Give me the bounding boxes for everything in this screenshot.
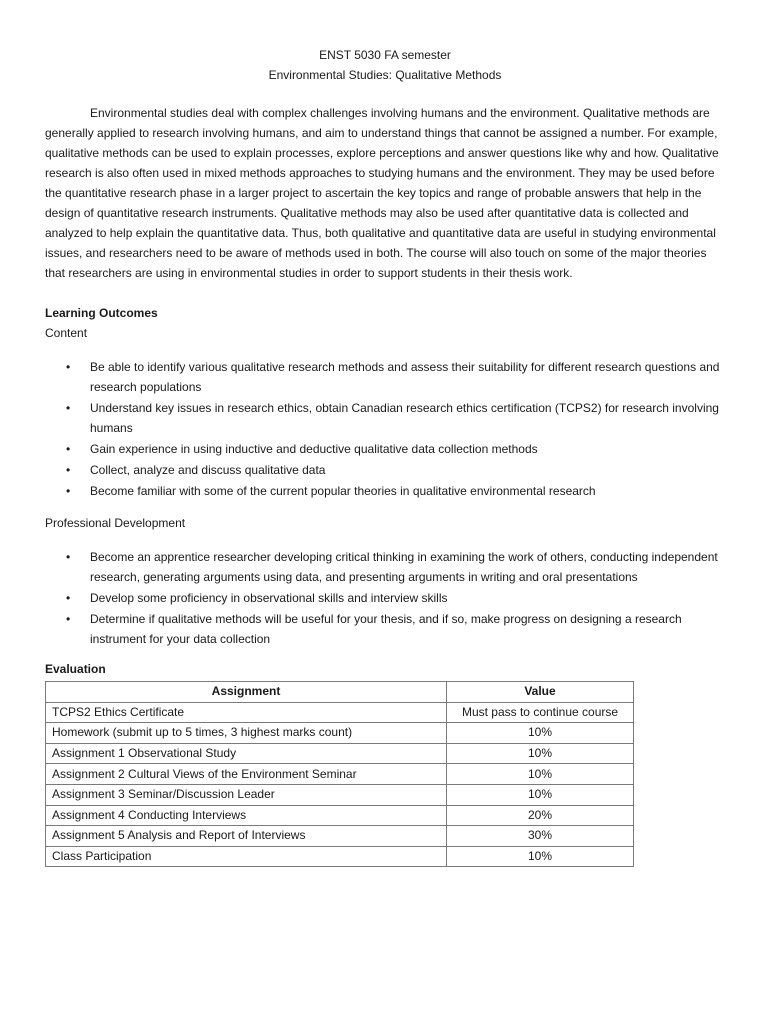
assignment-cell: Assignment 2 Cultural Views of the Environment Seminar (46, 764, 447, 785)
bullet-icon: • (66, 401, 71, 415)
bullet-icon: • (66, 463, 71, 477)
list-item: • Become an apprentice researcher developing critical thinking in examining the work of others, conducting independent research, generating arguments using data, and presenting arguments in writing and oral presentations (45, 547, 725, 587)
content-list (45, 357, 725, 501)
list-item: • Become familiar with some of the current popular theories in qualitative environmental research (45, 481, 725, 501)
professional-list (45, 547, 725, 649)
course-code: ENST 5030 FA semester (319, 48, 451, 62)
list-item: • Be able to identify various qualitative research methods and assess their suitability for different research questions and research populations (45, 357, 725, 397)
assignment-cell: Class Participation (46, 846, 447, 867)
evaluation-heading: Evaluation (45, 662, 106, 676)
list-item: • Collect, analyze and discuss qualitative data (45, 460, 725, 480)
evaluation-table (45, 681, 634, 867)
assignment-cell: Assignment 1 Observational Study (46, 743, 447, 764)
value-cell: 10% (447, 743, 634, 764)
learning-outcomes-heading: Learning Outcomes (45, 306, 158, 320)
table-row (46, 826, 634, 847)
table-header-row (46, 682, 634, 703)
value-cell: 10% (447, 784, 634, 805)
assignment-cell: Homework (submit up to 5 times, 3 highest marks count) (46, 723, 447, 744)
value-cell: 20% (447, 805, 634, 826)
value-cell: Must pass to continue course (447, 702, 634, 723)
table-row (46, 764, 634, 785)
intro-paragraph: Environmental studies deal with complex challenges involving humans and the environment. Qualitative methods are generally applied to research involving humans, and aim to understand things that cannot be assigned a number. For example, qualitative methods can be used to explain processes, explore perceptions and answer questions like why and how. Qualitative research is also often used in mixed methods approaches to studying humans and the environment. They may be used before the quantitative research phase in a larger project to ascertain the key topics and range of probable answers that help in the design of quantitative research instruments. Qualitative methods may also be used after quantitative data is collected and analyzed to help explain the quantitative data. Thus, both qualitative and quantitative data are useful in studying environmental issues, and researchers need to be aware of methods used in both. The course will also touch on some of the major theories that researchers are using in environmental studies in order to support students in their thesis work. (45, 106, 719, 280)
value-cell: 30% (447, 826, 634, 847)
assignment-cell: TCPS2 Ethics Certificate (46, 702, 447, 723)
bullet-icon: • (66, 591, 71, 605)
assignment-cell: Assignment 5 Analysis and Report of Interviews (46, 826, 447, 847)
professional-development-subheading: Professional Development (45, 516, 186, 530)
table-row (46, 805, 634, 826)
list-item: • Develop some proficiency in observational skills and interview skills (45, 588, 725, 608)
column-header-value: Value (447, 682, 634, 703)
list-item: • Determine if qualitative methods will be useful for your thesis, and if so, make progress on designing a research instrument for your data collection (45, 609, 725, 649)
bullet-icon: • (66, 484, 71, 498)
table-row (46, 846, 634, 867)
value-cell: 10% (447, 723, 634, 744)
course-title: Environmental Studies: Qualitative Methods (268, 68, 502, 82)
assignment-cell: Assignment 4 Conducting Interviews (46, 805, 447, 826)
assignment-cell: Assignment 3 Seminar/Discussion Leader (46, 784, 447, 805)
value-cell: 10% (447, 764, 634, 785)
value-cell: 10% (447, 846, 634, 867)
bullet-icon: • (66, 360, 71, 374)
bullet-icon: • (66, 442, 71, 456)
list-item: • Understand key issues in research ethics, obtain Canadian research ethics certification (TCPS2) for research involving humans (45, 398, 725, 438)
content-subheading: Content (45, 326, 88, 340)
column-header-assignment: Assignment (46, 682, 447, 703)
bullet-icon: • (66, 612, 71, 626)
list-item: • Gain experience in using inductive and deductive qualitative data collection methods (45, 439, 725, 459)
table-row (46, 723, 634, 744)
table-row (46, 784, 634, 805)
bullet-icon: • (66, 550, 71, 564)
table-row (46, 702, 634, 723)
table-row (46, 743, 634, 764)
